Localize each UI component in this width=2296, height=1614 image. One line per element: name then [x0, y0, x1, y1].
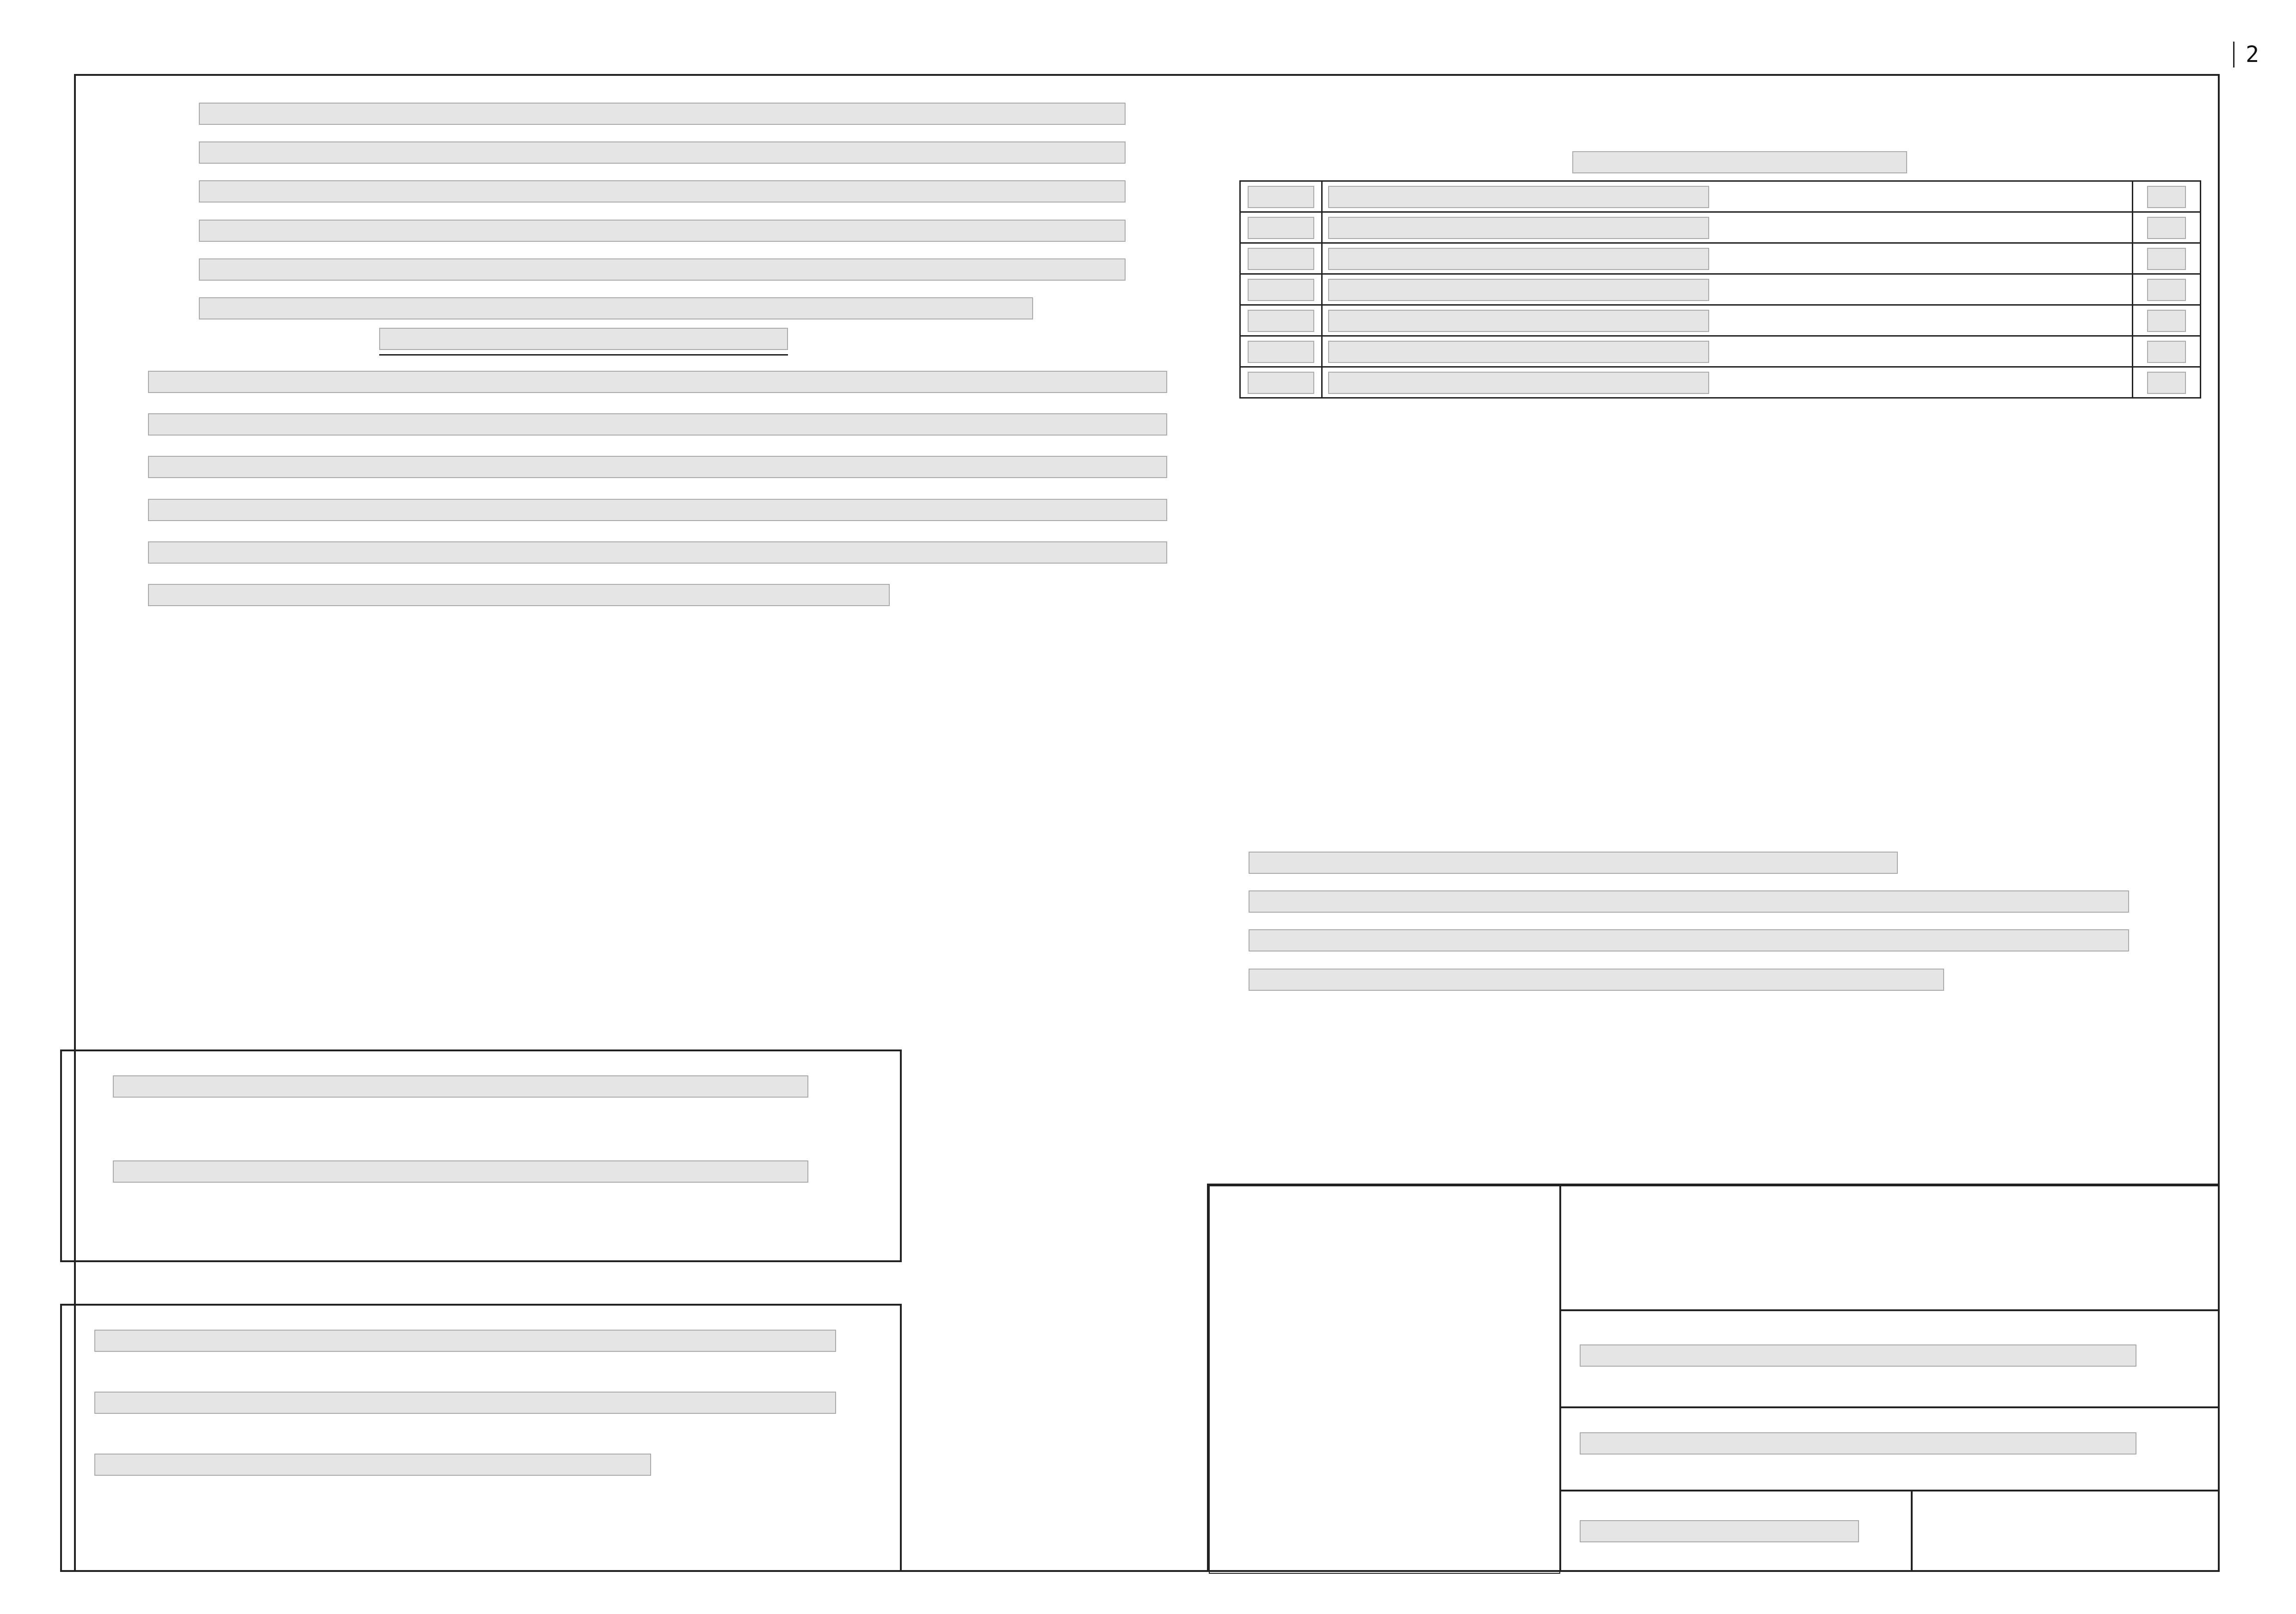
cell-page — [2133, 336, 2201, 367]
compliance-text — [94, 1324, 857, 1478]
cell-page — [2133, 274, 2201, 305]
authors-line — [1249, 963, 2197, 993]
cell-name — [1322, 336, 2133, 367]
characteristics-line — [148, 579, 1212, 608]
cell-name — [1322, 243, 2133, 274]
stamp-code-cell — [1560, 1310, 2220, 1407]
intro-line — [199, 175, 1193, 205]
cell-name — [1322, 274, 2133, 305]
stamp-signatures-column — [1209, 1185, 1560, 1574]
characteristics-text — [148, 365, 1212, 608]
cell-page — [2133, 243, 2201, 274]
characteristics-line — [148, 408, 1212, 437]
header-sheet — [1240, 181, 1322, 212]
cell-sheet — [1240, 212, 1322, 243]
intro-line — [199, 97, 1193, 127]
drawings-row — [1240, 336, 2201, 367]
binding-line — [113, 1155, 853, 1184]
header-name — [1322, 181, 2133, 212]
stamp-sheet-title-text — [1580, 1515, 1894, 1544]
intro-line — [199, 136, 1193, 166]
characteristics-line — [148, 365, 1212, 395]
drawings-header-row — [1240, 181, 2201, 212]
page-number: 2 — [2233, 42, 2259, 68]
drawings-row — [1240, 367, 2201, 398]
cell-name — [1322, 305, 2133, 336]
drawings-table — [1239, 180, 2201, 399]
cell-sheet — [1240, 243, 1322, 274]
drawings-title — [1572, 148, 1907, 174]
authors-text — [1249, 846, 2197, 993]
cell-page — [2133, 305, 2201, 336]
authors-line — [1249, 846, 2197, 876]
characteristics-line — [148, 493, 1212, 523]
drawings-row — [1240, 212, 2201, 243]
cell-sheet — [1240, 274, 1322, 305]
header-page — [2133, 181, 2201, 212]
intro-text — [199, 97, 1193, 322]
authors-line — [1249, 924, 2197, 954]
drawings-row — [1240, 274, 2201, 305]
cell-page — [2133, 367, 2201, 398]
stamp-object-text — [1580, 1427, 2181, 1456]
stamp-binding-cell — [1560, 1185, 2220, 1310]
intro-line — [199, 214, 1193, 244]
compliance-line — [94, 1386, 857, 1416]
stamp-code-text — [1580, 1339, 2181, 1369]
authors-line — [1249, 885, 2197, 914]
compliance-line — [94, 1448, 857, 1478]
characteristics-line — [148, 536, 1212, 566]
characteristics-line — [148, 451, 1212, 480]
cell-name — [1322, 367, 2133, 398]
drawings-row — [1240, 243, 2201, 274]
title-block — [1207, 1184, 2220, 1572]
intro-line — [199, 292, 1193, 322]
intro-line — [199, 253, 1193, 283]
stamp-org-cell — [1912, 1491, 2220, 1572]
binding-box — [60, 1049, 902, 1262]
stamp-object-cell — [1560, 1407, 2220, 1491]
cell-name — [1322, 212, 2133, 243]
stamp-sheet-title-cell — [1560, 1491, 1912, 1572]
compliance-line — [94, 1324, 857, 1354]
cell-sheet — [1240, 305, 1322, 336]
cell-sheet — [1240, 336, 1322, 367]
cell-page — [2133, 212, 2201, 243]
binding-text — [113, 1070, 853, 1185]
drawings-row — [1240, 305, 2201, 336]
characteristics-heading — [379, 324, 788, 356]
cell-sheet — [1240, 367, 1322, 398]
compliance-box — [60, 1304, 902, 1572]
binding-line — [113, 1070, 853, 1099]
